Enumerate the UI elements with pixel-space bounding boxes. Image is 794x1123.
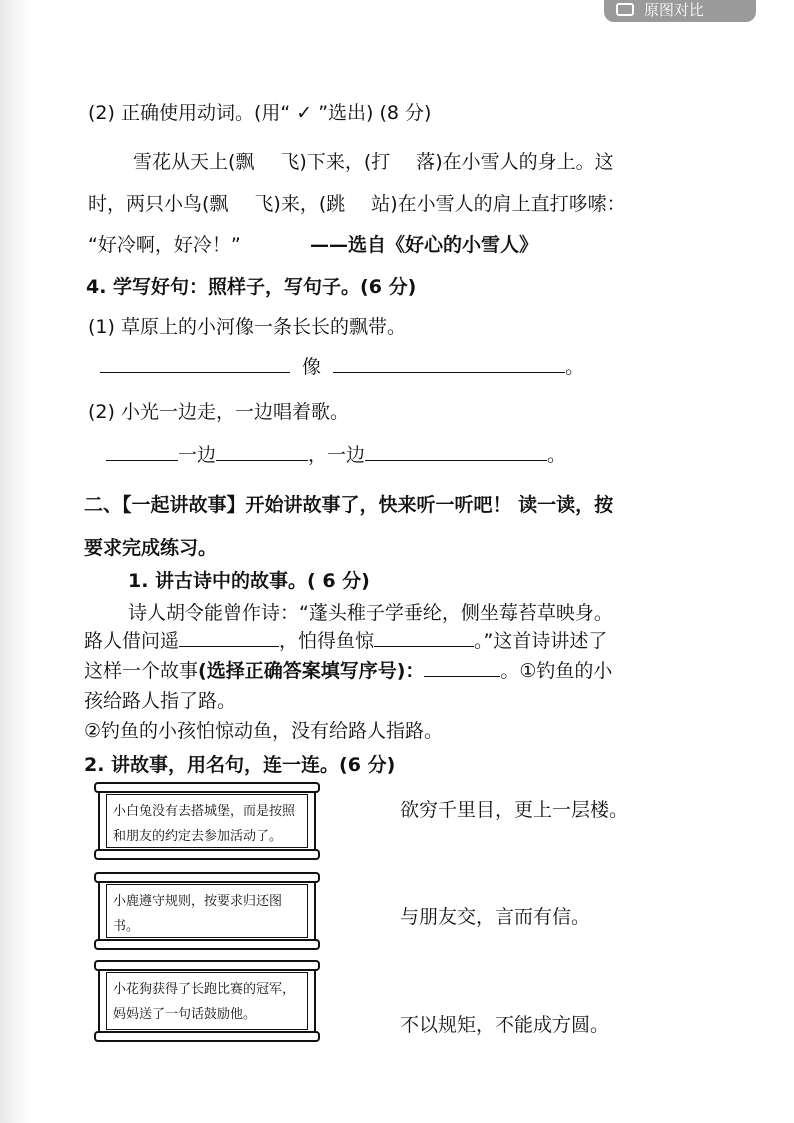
q3-2-heading: (2) 正确使用动词。(用“ ✓ ”选出) (8 分): [88, 102, 432, 124]
compare-original-label: 原图对比: [644, 1, 705, 19]
q4-one-side-2: ，一边: [308, 444, 366, 466]
s2-q1-l3-a: 这样一个故事: [84, 660, 199, 682]
s2-q1-line-4: 孩给路人指了路。: [84, 690, 237, 712]
answer-blank[interactable]: [106, 444, 178, 461]
section-2-heading-line-1: 二、【一起讲故事】开始讲故事了，快来听一听吧！ 读一读，按: [84, 494, 614, 516]
story-text-1: 小白兔没有去搭城堡，而是按照和朋友的约定去参加活动了。: [106, 794, 308, 848]
q4-like-word: 像: [302, 356, 322, 378]
compare-original-button[interactable]: [604, 0, 756, 22]
story-text-2: 小鹿遵守规则，按要求归还图书。: [106, 884, 308, 938]
s2-q1-l3-b: (选择正确答案填写序号)：: [198, 660, 425, 682]
passage-l1-b: 飞)下来，(打: [280, 151, 391, 173]
passage-source: ——选自《好心的小雪人》: [310, 234, 539, 256]
section-2-heading-line-2: 要求完成练习。: [84, 537, 218, 559]
s2-q1-l2-a: 路人借问遥: [84, 630, 180, 652]
q4-answer-line-2: [106, 440, 566, 467]
s2-q1-l2-b: ，怕得鱼惊: [279, 630, 375, 652]
passage-line-1: [133, 147, 614, 174]
s2-q1-l3-c: 。①钓鱼的小: [500, 660, 613, 682]
answer-blank[interactable]: [100, 356, 290, 373]
passage-l2-a: 时，两只小鸟(飘: [88, 193, 229, 215]
passage-line-3: “好冷啊，好冷！”: [88, 234, 241, 256]
q4-item-2: (2) 小光一边走，一边唱着歌。: [88, 401, 349, 423]
page-shadow: [0, 0, 32, 1123]
story-scroll-2[interactable]: [98, 876, 316, 946]
s2-q1-heading: 1. 讲古诗中的故事。( 6 分): [128, 570, 370, 592]
answer-blank[interactable]: [365, 444, 547, 461]
period: 。: [565, 356, 585, 378]
passage-line-2: [88, 189, 626, 216]
s2-q1-line-5: ②钓鱼的小孩怕惊动鱼，没有给路人指路。: [84, 720, 444, 742]
answer-blank[interactable]: [374, 630, 474, 647]
s2-q1-line-3: [84, 656, 612, 683]
answer-blank[interactable]: [179, 630, 279, 647]
story-text-3: 小花狗获得了长跑比赛的冠军，妈妈送了一句话鼓励他。: [106, 972, 308, 1030]
passage-l2-c: 站)在小雪人的肩上直打哆嗦：: [371, 193, 626, 215]
q4-heading: 4. 学写好句：照样子，写句子。(6 分): [86, 276, 417, 298]
answer-blank[interactable]: [424, 660, 500, 677]
quote-2[interactable]: 与朋友交，言而有信。: [400, 906, 591, 928]
quote-3[interactable]: 不以规矩，不能成方圆。: [400, 1014, 610, 1036]
image-icon: [616, 3, 634, 16]
period: 。: [547, 444, 567, 466]
passage-l1-c: 落)在小雪人的身上。这: [416, 151, 614, 173]
s2-q1-line-2: [84, 626, 607, 653]
s2-q1-l2-c: 。”这首诗讲述了: [474, 630, 608, 652]
passage-l1-a: 雪花从天上(飘: [133, 151, 255, 173]
quote-1[interactable]: 欲穷千里目，更上一层楼。: [400, 799, 629, 821]
s2-q2-heading: 2. 讲故事，用名句，连一连。(6 分): [84, 754, 396, 776]
answer-blank[interactable]: [333, 356, 565, 373]
s2-q1-line-1: 诗人胡令能曾作诗：“蓬头稚子学垂纶，侧坐莓苔草映身。: [128, 602, 613, 624]
q4-item-1: (1) 草原上的小河像一条长长的飘带。: [88, 316, 406, 338]
passage-l2-b: 飞)来，(跳: [254, 193, 346, 215]
story-scroll-3[interactable]: [98, 964, 316, 1038]
q4-answer-line-1: [100, 352, 584, 379]
q4-one-side-1: 一边: [178, 444, 217, 466]
answer-blank[interactable]: [216, 444, 308, 461]
story-scroll-1[interactable]: [98, 786, 316, 856]
